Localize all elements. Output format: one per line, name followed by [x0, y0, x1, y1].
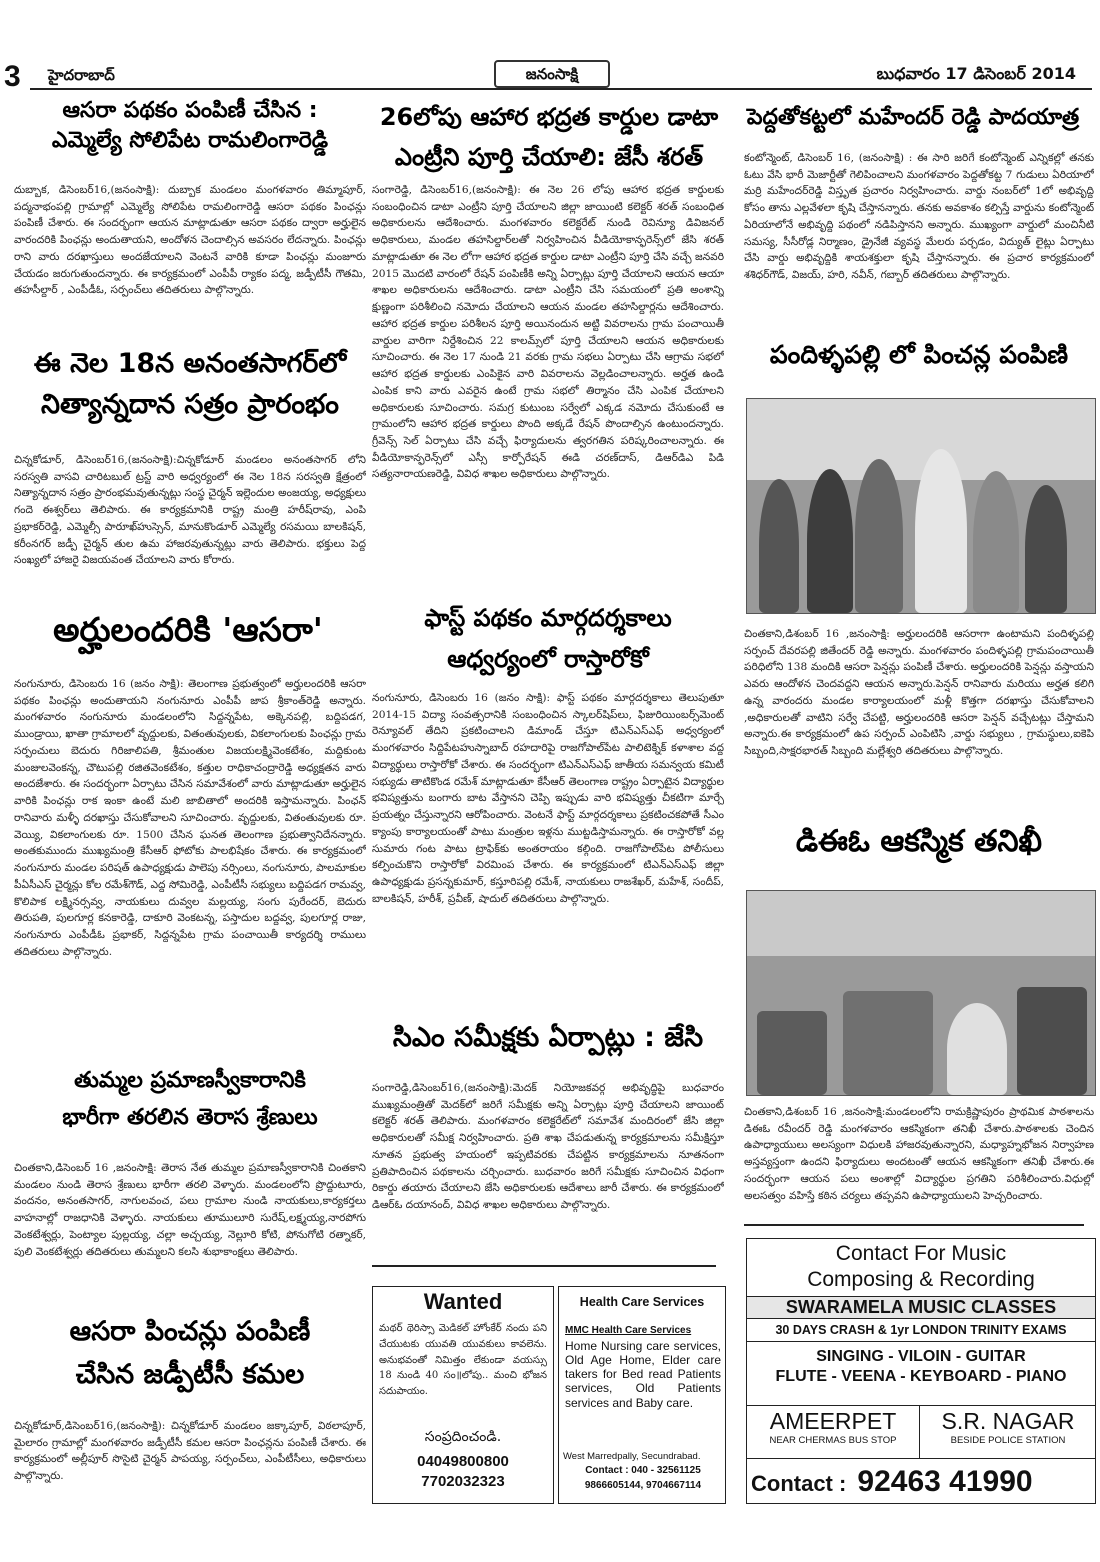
wanted-ad-body: మథర్ థెరిస్సా మెడికల్ హోంకేర్ నందు పని చేయుటకు యువతి యువకులు కావలెను. అనుభవంతో నిమిత్తం లేకుండా వయస్సు 18 నుండి 40 సం॥లోపు.. మంచి భోజన సదుపాయం. [379, 1323, 547, 1398]
article-headline: డిఈఓ ఆకస్మిక తనిఖీ [795, 824, 1043, 859]
article-headline: అర్హులందరికి 'ఆసరా' [53, 610, 323, 649]
article-body: కంటోన్మెంట్, డిసెంబర్ 16, (జనంసాక్షి) : ఈ సారి జరిగే కంటోన్మెంట్ ఎన్నికల్లో తనకు ఓటు వేసి భారీ మెజార్టీతో గెలిపించాలని మంగళవారం పెద్దతోకట్ట 7 గుడులు ఏరియాలో మర్రి మహేందర్‌రెడ్డి విస్తృత ప్రచారం నిర్వహించారు. వార్డు నంబర్‌లో 1లో అభివృద్ది కోసం తాను ఎల్లవేళలా కృషి చేస్తానన్నారు. తనకు అవకాశం కల్పిస్తే వార్డును కంటోన్మెంట్ ఏరియాలోనే అభివృద్ది పథంలో నడిపిస్తానని అన్నారు. ముఖ్యంగా వార్డులో మంచినీటి సమస్య, సీసీరోడ్ల నిర్మాణం, డ్రైనేజీ వ్యవస్థ మేలరు పర్చడం, విద్యుత్ లైట్లు ఏర్పాటు చేసి వార్డు అభివృద్దికి శాయశక్తులా కృషి చేస్తానన్నారు. ఈ ప్రచార కార్యక్రమంలో శశిధర్‌గౌడ్, విజయ్, హరి, నవీన్, గబ్బార్ తదితరులు పాల్గొన్నారు. [744, 152, 1094, 282]
page-number: 3 [4, 60, 21, 93]
contact-phone: 92463 41990 [857, 1465, 1033, 1498]
headline-line: భారీగా తరలిన తెరాస శ్రేణులు [62, 1105, 318, 1131]
column-divider [372, 1265, 716, 1267]
wanted-ad-title: Wanted [423, 1289, 503, 1314]
article-body: చింతకాని,డిసెంబర్ 16 ,జనంసాక్షి: తెరాస నేత తుమ్మల ప్రమాణస్వీకారానికి చింతకాని మండలం నుండి తెరాస శ్రేణులు భారీగా తరలి వెళ్ళారు. మండలంలోని ప్రొద్దుటూరు, వందనం, అనంతసాగర్, నాగులవంచ, పలు గ్రామాల నుండి నాయకులు,కార్యకర్తలు వాహనాల్లో రాజధానికి వెళ్ళారు. నాయకులు తూములూరి సురేష్,లక్ష్మయ్య,నారపోగు వెంకటేశ్వర్లు, పెంట్యాల పుల్లయ్య, చల్లా అచ్చయ్య, నెల్లూరి కోటి, పోనుగోటి రత్నాకర్, పులి వెంకటేశ్వర్లు తదితరులు తుమ్మలని కలసి శుభాకాంక్షలు తెలిపారు. [14, 1162, 366, 1258]
music-ad-locations [747, 1405, 1095, 1459]
article-headline: పందిళ్ళపల్లి లో పించన్ల పంపిణి [769, 340, 1069, 369]
location-ameerpet [747, 1406, 920, 1458]
wanted-phone: 04049800800 [417, 1453, 509, 1470]
article-headline: పెద్దతోకట్టలో మహేందర్ రెడ్డి పాదయాత్ర [746, 105, 1080, 130]
article-headline [374, 98, 724, 177]
health-ad-address: West Marredpally, Secundrabad. [563, 1451, 701, 1462]
masthead-rule [30, 88, 1092, 90]
wanted-phone: 7702032323 [421, 1473, 505, 1490]
headline-line: ఈ నెల 18న అనంతసాగర్‌లో [33, 348, 347, 379]
column-divider [744, 1224, 1084, 1226]
location-landmark: NEAR CHERMAS BUS STOP [769, 1435, 897, 1446]
health-ad-subtitle: MMC Health Care Services [565, 1325, 692, 1336]
health-ad-phones: 9866605144, 9704667114 [584, 1480, 702, 1491]
article-headline [372, 598, 724, 680]
headline-line: తుమ్మల ప్రమాణస్వీకారానికి [74, 1068, 306, 1093]
headline-line: ఎమ్మెల్యే సోలిపేట రామలింగారెడ్డి [51, 127, 329, 153]
music-ad-contact [751, 1465, 1091, 1499]
headline-line: నిత్యాన్నదాన సత్రం ప్రారంభం [41, 388, 339, 420]
health-ad-contact: Contact : 040 - 32561125 [585, 1465, 701, 1476]
article-body: నంగునూరు, డిసెంబరు 16 (జనం సాక్షి): ఫాస్ట్ పథకం మార్గదర్శకాలు తెలుపుతూ 2014-15 విద్యా సంవత్సరానికి సంబంధించిన స్కాలర్‌షిప్‌లు, ఫిజురియింబర్స్‌మెంట్ రెన్యూవల్ తేదిని ప్రకటించాలని డిమాండ్ చేస్తూ టిఎన్‌ఎస్‌ఎఫ్ అధ్వర్యంలో మంగళవారం సిద్దిపేటహుస్నాబాద్ రహదారిపై రాజగోపాల్‌పేట పాలిటెక్నిక్ కళాశాల వద్ద విద్యార్థులు రాస్తారోకో చేశారు. ఈ సందర్భంగా టిఎన్‌ఎస్‌ఎఫ్ జాతీయ సమన్వయ కమిటీ సభ్యుడు తాటికొండ రమేశ్ మాట్లాడుతూ కేసీఆర్ తెలంగాణ రాష్ట్రం ఏర్పాటైన విద్యార్థుల భవిష్యత్తును బంగారు బాట వేస్తానని చెప్పి ఇప్పుడు వారి భవిష్యత్తు చీకటిగా మార్చే ప్రయత్నం చేస్తున్నారని ఆరోపించారు. వెంటనే ఫాస్ట్ మార్గదర్శకాలు ప్రకటించకపోతే సీఎం క్యాంపు కార్యాలయంతో పాటు మంత్రుల ఇళ్లను ముట్టడిస్తామన్నారు. ఈ రాస్తారోకో వల్ల సుమారు గంట పాటు ట్రాఫిక్‌కు అంతరాయం కల్గింది. రాజగోపాల్‌పేట పోలీసులు కల్పించుకొని రాస్తారోకో విరమింప చేశారు. ఈ కార్యక్రమంలో టిఎన్‌ఎస్‌ఎఫ్ జిల్లా ఉపాధ్యక్షుడు ప్రసన్నకుమార్, కస్తూరిపల్లి రమేశ్, నాయకులు రాజశేఖర్, మహేశ్, సందీప్, బాలకిషన్, హరీశ్, ప్రవీణ్, షాదుల్ తదితరులు పాల్గొన్నారు. [372, 692, 724, 905]
article-body: నంగునూరు, డిసెంబరు 16 (జనం సాక్షి): తెలంగాణ ప్రభుత్వంలో అర్హులందరికి ఆసరా పథకం పింఛన్లు అందుతాయని నంగునూరు ఎంపీపీ జాప శ్రీకాంత్‌రెడ్డి అన్నారు. మంగళవారం నంగునూరు మండలంలోని సిద్దన్నపేట, అక్కెనపల్లి, బద్దిపడగ, ముండ్రాయి, ఖాతా గ్రామాలలో వృద్దులకు, వితంతువులకు, వికలాంగులకు పింఛన్లు గ్రామ సర్పంచులు బెదురు గిరిజాలిపతి, శ్రీమంతుల విజయలక్ష్మివెంకటేశం, మద్దికుంట మంజులవెంకన్న, చౌటుపల్లి రజితవెంకటేశం, కత్తుల రాధికాచంద్రారెడ్డి అధ్యక్షతన వారు అందజేశారు. ఈ సందర్భంగా ఏర్పాటు చేసిన సమావేశంలో వారు మాట్లాడుతూ అర్హులైన వారికి పింఛన్లు రాక ఇంకా ఉంటే మలి జాబితాలో అందరికి ఇస్తామన్నారు. పింఛన్ రానివారు మళ్ళీ దరఖాస్తు చేసుకోవాలని సూచించారు. వృద్దులకు, వితంతువులకు రూ. వెయ్యి, వికలాంగులకు రూ. 1500 చేసిన ఘనత తెలంగాణ ప్రభుత్వానిదేనన్నారు. అంతకుముందు ముఖ్యమంత్రి కేసీఆర్ ఫోటోకు పాలభిషేకం చేశారు. ఈ కార్యక్రమంలో నంగునూరు మండల పరిషత్ ఉపాధ్యక్షుడు పాలెపు నర్సింలు, నంగునూరు, పాలమాకుల పీఏసీఎస్ చైర్మన్లు కోల రమేశ్‌గౌడ్, ఎద్ద సోమిరెడ్డి, ఎంపీటీసీ సభ్యులు బద్దిపడగ రామవ్వ, కొలిపాక లక్ష్మినర్సవ్వ, నాయకులు దువ్వల మల్లయ్య, సంగు పురేందర్, బెదురు తిరుపతి, పులగూర్ల కనకారెడ్డి, దాకూరి వెంకటన్న, పస్తాదుల బద్దవ్వ, పులగూర్ల రాజు, నంగునూరు ఎంపీడీఓ ప్రభాకర్, సిద్దన్నపేట గ్రామ పంచాయితీ కార్యదర్శి రాములు తదితరులు పాల్గొన్నారు. [14, 678, 366, 958]
news-photo [746, 890, 1096, 1096]
article-body: చిన్నకోడూర్,డిసెంబర్16,(జనంసాక్షి): చిన్నకోడూర్ మండలం జక్కాపూర్, విఠలాపూర్, మైలారం గ్రామాల్లో మంగళవారం జడ్పీటీసీ కమల ఆసరా పింఛన్లను పంపిణీ చేశారు. ఈ కార్యక్రమంలో అల్లీపూర్ సొసైటి చైర్మన్ పాపయ్య, సర్పంచ్‌లు, ఎంపీటీసీలు, అధికారులు పాల్గొన్నారు. [14, 1420, 366, 1483]
headline-line: ఆసరా పథకం పంపిణీ చేసిన : [62, 98, 318, 123]
headline-line: 26లోపు ఆహార భద్రత కార్డుల డాటా [379, 103, 719, 131]
health-care-ad [558, 1286, 726, 1504]
headline-line: ఫాస్ట్ పథకం మార్గదర్శకాలు [424, 604, 672, 632]
article-body: చింతకాని,డిశంబర్ 16 ,జనంసాక్షి:మండలంలోని రామక్రిష్ణాపురం ప్రాథమిక పాఠశాలను డిఈఓ రవీందర్ రెడ్డి మంగళవారం ఆకస్మికంగా తనిఖీ చేశారు.పాఠశాలకు చెందిన ఉపాధ్యాయులు అలస్యంగా విధులకి హాజరవుతున్నారని, మధ్యాహ్నభోజన నిర్వాహణ అస్తవ్యస్తంగా ఉందని ఫిర్యాదులు అందటంతో ఆయన ఆకస్మికంగా తనిఖీ చేశారు.ఈ సందర్భంగా ఆయన పలు అంశాల్లో విద్యార్థుల ప్రగతిని పరిశీలించారు.విధుల్లో అలసత్వం వహిస్తే కఠిన చర్యలు తప్పవని ఉపాధ్యాయులని హెచ్చరించారు. [744, 1106, 1094, 1202]
article-headline [18, 96, 362, 155]
wanted-contact-label: సంప్రదించండి. [424, 1429, 502, 1445]
newspaper-logo: జనంసాక్షి [494, 60, 610, 88]
health-ad-body: Home Nursing care services, Old Age Home, Elder care takers for Bed read Patients services, Old Patients services and Baby care. [565, 1339, 721, 1410]
contact-label: Contact : [751, 1471, 847, 1496]
article-body: చింతకాని,డిశంబర్ 16 ,జనంసాక్షి: అర్హులందరికి ఆసరాగా ఉంటామని పందిళ్ళపల్లి సర్పంచ్ దేవరపల్లి జితేందర్ రెడ్డి అన్నారు. మంగళవారం పందిళ్ళపల్లి గ్రామపంచాయితీ పరిధిలోని 138 మందికి ఆసరా పెన్షన్లు పంపిణీ చేశారు. అర్హులందరికి పెన్షన్లు వస్తాయని ఎవరు ఆందోళన చెందవద్దని ఆయన అన్నారు.పెన్షన్ రానివారు మరియు అర్హత కలిగి ఉన్న వారందరు మండల కార్యాలయంలో మళ్లీ కొత్తగా దరఖాస్తు చేసుకోవాలని ,అధికారులతో వాటిని సర్వే చేపట్టి, అర్హులందరికి ఆసరా పెన్షన్ వచ్చేటట్లు చేస్తామని అన్నారు.ఈ కార్యక్రమంలో ఉప సర్పంచ్ ఎంపిటిసి ,వార్డు సభ్యులు , గ్రామస్థులు,ఐకెపి సిబ్బంది,సాక్షరభారత్ సిబ్బంది మల్లేశ్వరి తదితరులు పాల్గొన్నారు. [744, 628, 1094, 758]
music-ad-instruments: SINGING - VILOIN - GUITAR [816, 1347, 1026, 1365]
music-ad-name: SWARAMELA MUSIC CLASSES [747, 1296, 1095, 1319]
location-name: S.R. NAGAR [941, 1408, 1075, 1434]
music-ad-instruments: FLUTE - VEENA - KEYBOARD - PIANO [775, 1367, 1067, 1385]
headline-line: ఆసరా పించన్లు పంపిణీ [69, 1316, 311, 1347]
health-ad-title: Health Care Services [579, 1295, 705, 1309]
article-headline [14, 1310, 366, 1396]
article-headline [14, 344, 366, 425]
location-landmark: BESIDE POLICE STATION [950, 1435, 1066, 1446]
article-body: సంగారెడ్డి, డిసెంబర్16,(జనంసాక్షి): ఈ నెల 26 లోపు ఆహార భద్రత కార్డులకు సంబంధించిన డాటా ఎంట్రీని పూర్తి చేయాలని జిల్లా జాయింటి కలెక్టర్ శరత్ సంబంధిత అధికారులను ఆదేశించారు. మంగళవారం కలెక్టరేట్ నుండి రెవిన్యూ డివిజనల్ అధికారులు, మండల తహసిల్దార్‌లతో నిర్వహించిన వీడియోకాన్ఫరెన్స్‌లో జేసి శరత్ మాట్లాడుతూ ఈ నెల లోగా ఆహార భద్రత కార్డుల డాటా ఎంట్రీని పూర్తి చేసి వచ్చే జనవరి 2015 మొదటి వారంలో రేషన్ పంపిణీకి అన్ని ఏర్పాట్లు పూర్తి చేయాలని ఆయన ఆయా శాఖల అధికారులను ఆదేశించారు. డాటా ఎంట్రీని చేసి సమయంలో ప్రతి అంశాన్ని క్షుణ్ణంగా పరిశీలించి నమోదు చేయాలని ఆయన మండల తహసిల్దార్లను ఆదేశించారు. ఆహార భద్రత కార్డుల పరిశీలన పూర్తి అయినందున అట్టి వివరాలను గ్రామ పంచాయితీ వార్డుల వారిగా నిర్దేశించిన 22 కాలమ్స్‌లో పూర్తి చేయాలని ఆయన అధికారులకు సూచించారు. ఈ నెల 17 నుండి 21 వరకు గ్రామ సభలు ఏర్పాటు చేసి ఆగ్రామ సభలో ఆహార భద్రత కార్డులకు ఎంపికైన వారి వివరాలను వెల్లడించాలన్నారు. అర్హత ఉండి ఎంపిక కాని వారు ఎవరైన ఉంటే గ్రామ సభలో తిర్మానం చేసి ఎంపిక చేయాలని అధికారులకు సూచించారు. సమగ్ర కుటుంబ సర్వేలో ఎక్కడ నమోదు చేసుకుంటే ఆ గ్రామంలోని ఆహార భద్రత కార్డులు పొంది అక్కడే రేషన్ పొందాల్సిన ఉంటుందన్నారు. గ్రీవెన్స్ సెల్ ఏర్పాటు చేసి వచ్చే ఫిర్యాదులను త్వరగతిన పరిష్కరించాలన్నారు. ఈ వీడియోకాన్ఫరెన్స్‌లో ఎస్సీ కార్పోరేషన్ ఈడి చరణ్‌దాస్, డిఆర్‌డిఎ పిడి సత్యనారాయణరెడ్డి, వివిధ శాఖల అధికారులు పాల్గొన్నారు. [372, 184, 724, 481]
article-headline [14, 1062, 366, 1137]
wanted-ad [372, 1286, 554, 1504]
headline-line: చేసిన జడ్పీటీసీ కమల [75, 1359, 305, 1391]
article-body: సంగారెడ్డి,డిసెంబర్16,(జనంసాక్షి):మెదక్ నియోజకవర్గ అభివృద్ధిపై బుధవారం ముఖ్యమంత్రితో మెదక్‌లో జరిగే సమీక్షకు అన్ని ఏర్పాట్లు పూర్తి చేయాలని జాయింట్ కలెక్టర్ శరత్ తెలిపారు. మంగళవారం కలెక్టరేట్‌లో సమావేశ మందిరంలో జేసి జిల్లా అధికారులతో సమీక్ష నిర్వహించారు. ప్రతి శాఖ చేపడుతున్న కార్యక్రమాలను సమీక్షిస్తూ నూతన ప్రభుత్వ హయంలో ఇప్పటివరకు చేపట్టిన కార్యక్రమాలను నూతనంగా ప్రతిపాదించిన పథకాలను చర్చించారు. బుధవారం జరిగే సమీక్షకు సూచించిన విధంగా రికార్డు తయారు చేయాలని జేసి అధికారులకు ఆదేశాలు జారీ చేశారు. ఈ కార్యక్రమంలో డిఆర్‌ఓ దయానంద్, వివిధ శాఖల అధికారులు పాల్గొన్నారు. [372, 1082, 724, 1212]
music-classes-ad [746, 1238, 1096, 1504]
masthead [0, 0, 1100, 92]
location-sr-nagar [921, 1406, 1095, 1458]
issue-date: బుధవారం 17 డిసెంబర్ 2014 [876, 64, 1076, 83]
edition-city: హైదరాబాద్ [48, 66, 115, 84]
article-body: దుబ్బాక, డిసెంబర్16,(జనంసాక్షి): దుబ్బాక మండలం మంగళవారం తిమ్మాపూర్, పద్మనాభంపల్లి గ్రామాల్లో ఎమ్మెల్యే సోలిపేట రామలింగారెడ్డి ఆసరా పథకం పింఛన్లు పంపిణీ చేశారు. ఈ సందర్భంగా ఆయన మాట్లాడుతూ ఆసరా పథకం ద్వారా అర్హులైన వారందరికి పింఛన్లు అందుతాయని, అందోళన చెందాల్సిన అవసరం లేదన్నారు. పింఛన్లు రాని వారు దరఖాస్తులు అందజేయాలని వెంటనే వారికి కూడా పింఛన్లు మంజూరు చేయడం జరుగుతుందన్నారు. ఈ కార్యక్రమంలో ఎంపీపీ ర్యాకం పద్మ, జడ్పీటీసీ గౌతమి, తహసీల్దార్ , ఎంపీడీఓ, సర్పంచ్‌లు తదితరులు పాల్గొన్నారు. [14, 184, 366, 297]
music-ad-courses: 30 DAYS CRASH & 1yr LONDON TRINITY EXAMS [747, 1319, 1095, 1342]
article-body: చిన్నకోడూర్, డిసెంబర్16,(జనంసాక్షి):చిన్నకోడూర్ మండలం అనంతసాగర్ లోని సరస్వతి వాసవి చారిటబుల్ ట్రస్ట్ వారి అధ్వర్యంలో ఈ నెల 18న సరస్వతి క్షేత్రంలో నిత్యాన్నదాన సత్రం ప్రారంభమవుతున్నట్లు సంస్థ చైర్మన్ ఇల్లెందుల అంజయ్య, అధ్యక్షులు గందె ఈశ్వర్‌లు తెలిపారు. ఈ కార్యక్రమానికి రాష్ట్ర మంత్రి హరీష్‌రావు, ఎంపి ప్రభాకర్‌రెడ్డి, ఎమ్మెల్సీ పారూఖ్‌హుస్సెన్, మానుకొండూర్ ఎమ్మెల్యే రసమయి బాలకిషన్, కరీంనగర్ జడ్పీ చైర్మన్ తుల ఉమ హాజరవుతున్నట్లు వారు తెలిపారు. భక్తులు పెద్ద సంఖ్యలో హాజరై విజయవంత చేయాలని వారు కోరారు. [14, 454, 366, 567]
headline-line: ఎంట్రీని పూర్తి చేయాలి: జేసీ శరత్ [394, 142, 704, 171]
location-name: AMEERPET [769, 1408, 897, 1434]
article-headline: సిఎం సమీక్షకు ఏర్పాట్లు : జేసి [392, 1022, 704, 1053]
music-ad-line: Contact For Music [835, 1242, 1007, 1265]
headline-line: ఆధ్వర్యంలో రాస్తారోకో [447, 644, 649, 673]
music-ad-line: Composing & Recording [807, 1268, 1035, 1292]
news-photo [746, 398, 1096, 614]
